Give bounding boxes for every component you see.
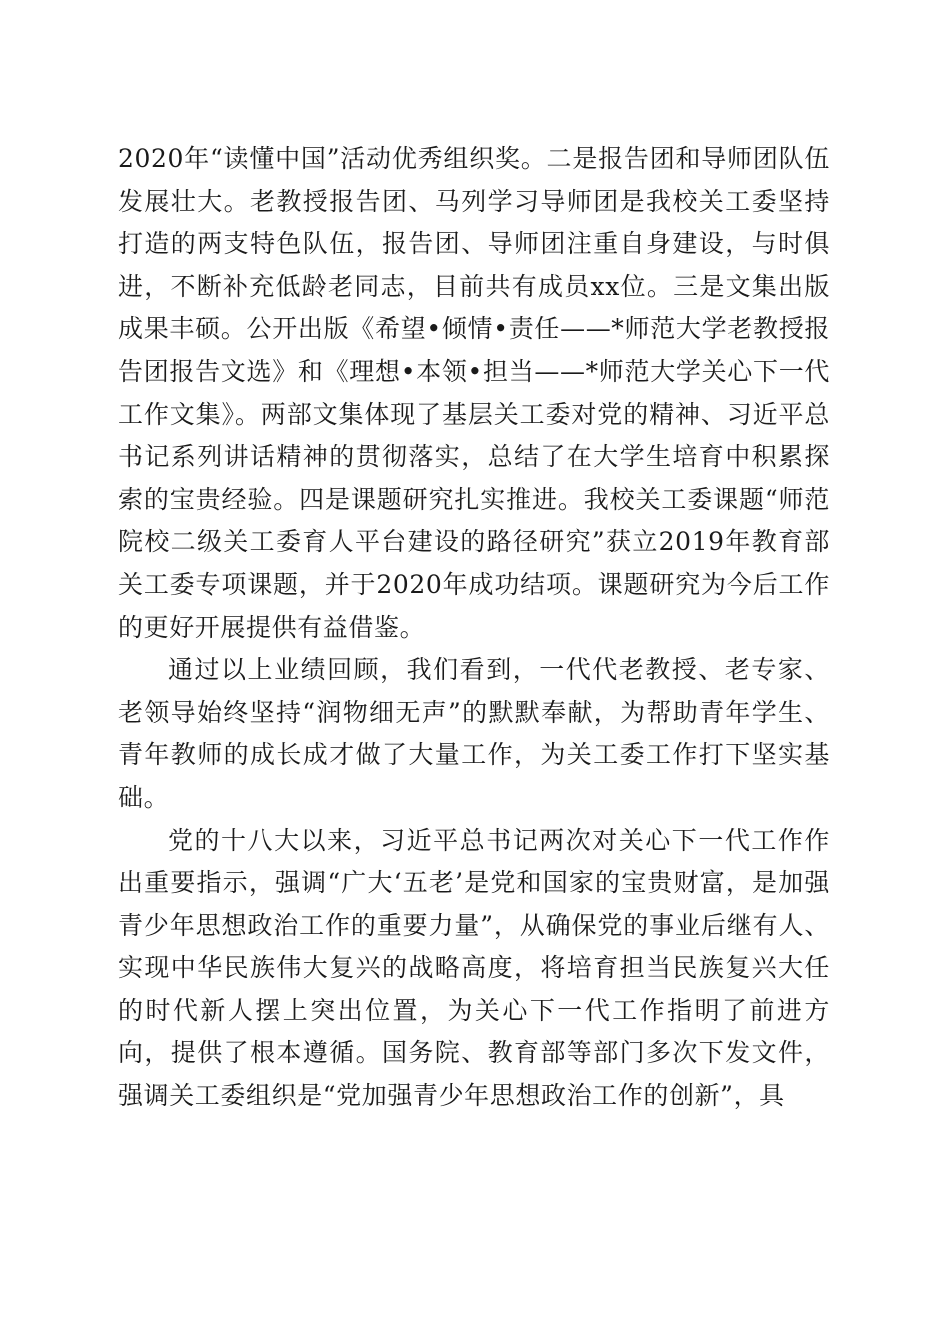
paragraph-continuation: 2020年“读懂中国”活动优秀组织奖。二是报告团和导师团队伍发展壮大。老教授报告团、马列学习导师团是我校关工委坚持打造的两支特色队伍，报告团、导师团注重自身建设，与时俱进，不断补充低龄老同志，目前共有成员xx位。三是文集出版成果丰硕。公开出版《希望•倾情•责任——*师范大学老教授报告团报告文选》和《理想•本领•担当——*师范大学关心下一代工作文集》。两部文集体现了基层关工委对党的精神、习近平总书记系列讲话精神的贯彻落实，总结了在大学生培育中积累探索的宝贵经验。四是课题研究扎实推进。我校关工委课题“师范院校二级关工委育人平台建设的路径研究”获立2019年教育部关工委专项课题，并于2020年成功结项。课题研究为今后工作的更好开展提供有益借鉴。 — [118, 144, 830, 642]
paragraph-review: 通过以上业绩回顾，我们看到，一代代老教授、老专家、老领导始终坚持“润物细无声”的默默奉献，为帮助青年学生、青年教师的成长成才做了大量工作，为关工委工作打下坚实基础。 — [118, 655, 830, 812]
document-page — [118, 138, 830, 1118]
paragraph-instructions: 党的十八大以来，习近平总书记两次对关心下一代工作作出重要指示，强调“广大‘五老’是党和国家的宝贵财富，是加强青少年思想政治工作的重要力量”，从确保党的事业后继有人、实现中华民族伟大复兴的战略高度，将培育担当民族复兴大任的时代新人摆上突出位置，为关心下一代工作指明了前进方向，提供了根本遵循。国务院、教育部等部门多次下发文件，强调关工委组织是“党加强青少年思想政治工作的创新”，具 — [118, 825, 830, 1111]
